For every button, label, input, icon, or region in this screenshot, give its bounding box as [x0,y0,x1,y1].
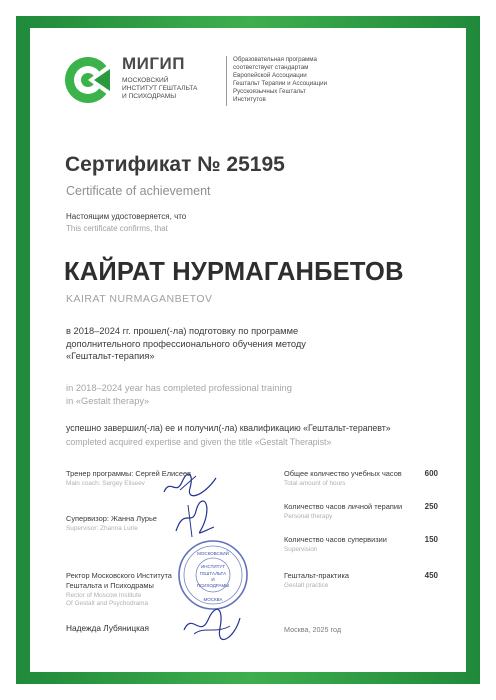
recipient-name: КАЙРАТ НУРМАГАНБЕТОВ [64,258,404,286]
trainer-label: Тренер программы: Сергей Елисеев [66,469,191,478]
hours-value: 450 [424,571,438,580]
accreditation-line: Русскоязычных Гештальт [233,88,306,95]
training-line: дополнительного профессионального обучения методу [66,338,306,349]
stamp-text: МОСКОВСКИЙ [197,551,229,556]
training-line-en: in 2018–2024 year has completed professional training [66,383,292,393]
logo-sub-line: И ПСИХОДРАМЫ [122,93,177,100]
hours-label: Общее количество учебных часов [284,469,402,478]
hours-label: Гештальт-практика [284,571,349,580]
hours-value: 150 [424,535,438,544]
logo-sub-line: МОСКОВСКИЙ [122,77,169,84]
rector-label-line: Ректор Московского Института [66,571,172,580]
logo-sub-line: ИНСТИТУТ ГЕШТАЛЬТА [122,85,198,92]
hours-sub: Personal therapy [284,513,333,520]
qualification-text-en: completed acquired expertise and given the title «Gestalt Therapist» [66,437,332,447]
institute-stamp-icon [176,538,250,612]
hours-label: Количество часов личной терапии [284,502,403,511]
training-line: в 2018–2024 гг. прошел(-ла) подготовку по программе [66,326,299,336]
hours-sub: Supervision [284,546,318,553]
hours-label: Количество часов супервизии [284,535,387,544]
supervisor-sub: Supervisor: Zhanna Lurie [66,525,138,532]
training-line: «Гештальт-терапия» [66,351,155,361]
supervisor-label: Супервизор: Жанна Лурье [66,514,157,523]
stamp-text: ГЕШТАЛЬТА [199,571,227,576]
certificate-title-en: Certificate of achievement [66,184,211,198]
hours-sub: Total amount of hours [284,480,346,487]
accreditation-line: Гештальт Терапии и Ассоциации [233,80,328,87]
accreditation-line: Европейской Ассоциации [233,72,307,79]
certificate-title: Сертификат № 25195 [65,153,285,176]
stamp-text: МОСКВА [203,597,223,602]
supervisor-signature-icon [170,497,220,543]
qualification-text: успешно завершил(-ла) ее и получил(-ла) квалификацию «Гештальт-терапевт» [66,423,391,433]
header-divider [226,56,227,106]
rector-name: Надежда Лубяницкая [66,623,150,633]
accreditation-line: Институтов [233,96,266,103]
accreditation-text [233,56,353,104]
training-line-en: in «Gestalt therapy» [66,395,150,406]
stamp-text: И [211,577,215,582]
rector-label [66,571,172,590]
rector-label-line: Гештальта и Психодрамы [66,580,154,590]
accreditation-line: соответствует стандартам [233,64,309,71]
migip-logo-icon [64,56,112,104]
stamp-text: ПСИХОДРАМЫ [196,583,230,588]
rector-sub [66,592,148,608]
confirm-text-en: This certificate confirms, that [66,224,168,233]
place-date: Москва, 2025 год [284,625,342,634]
trainer-sub: Main coach: Sergey Eliseev [66,480,145,487]
stamp-text: ИНСТИТУТ [201,564,225,569]
hours-value: 250 [424,502,438,511]
logo-name: МИГИП [122,54,185,73]
rector-sub-line: Rector of Moscow Institute [66,592,142,599]
accreditation-line: Образовательная программа [233,56,317,63]
hours-sub: Gestalt practice [284,582,329,589]
confirm-text: Настоящим удостоверяется, что [66,212,187,221]
logo-subtitle [122,77,202,101]
training-text-en [66,382,436,407]
recipient-name-en: KAIRAT NURMAGANBETOV [66,293,213,305]
training-text [66,325,436,363]
trainer-signature-icon [160,470,220,500]
hours-value: 600 [424,469,438,478]
rector-sub-line: Of Gestalt and Psychodrama [66,600,149,607]
